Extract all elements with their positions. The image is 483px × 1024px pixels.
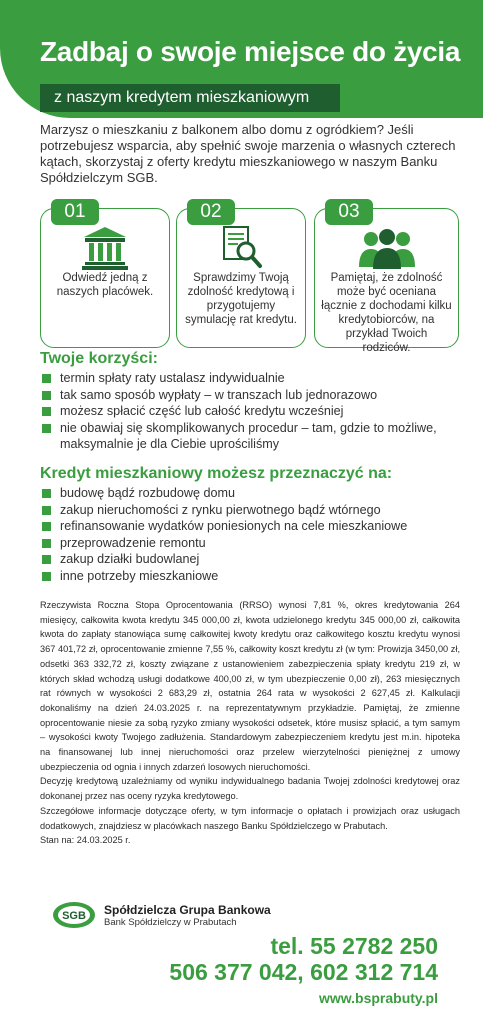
bullet-square-icon [42,522,51,531]
people-group-icon [315,225,458,271]
step-card-2 [176,201,306,348]
list-item: zakup działki budowlanej [40,551,470,568]
step-number: 03 [325,199,373,225]
list-item: tak samo sposób wypłaty – w transzach lub jednorazowo [40,387,470,404]
list-item: możesz spłacić część lub całość kredytu wcześniej [40,403,470,420]
legal-paragraph: Decyzję kredytową uzależniamy od wyniku indywidualnego badania Twojej zdolności kredytowej oraz dokonanej przez nas oceny ryzyka kredytowego. [40,776,460,802]
list-item: inne potrzeby mieszkaniowe [40,568,470,585]
document-magnifier-icon [177,225,305,271]
intro-paragraph: Marzysz o mieszkaniu z balkonem albo domu z ogródkiem? Jeśli potrzebujesz wsparcia, aby spełnić swoje marzenia o własnych czterech kątach, skorzystaj z oferty kredytu mieszkaniowego w naszym Banku Spółdzielczym SGB. [40,122,456,185]
bullet-square-icon [42,407,51,416]
website-link[interactable]: www.bsprabuty.pl [318,990,438,1006]
benefits-title: Twoje korzyści: [40,350,158,367]
purposes-list [40,485,470,584]
step-text: Pamiętaj, że zdolność może być oceniana łącznie z dochodami kilku kredytobiorców, na przykład Twoich rodziców. [321,272,452,354]
legal-paragraph: Stan na: 24.03.2025 r. [40,835,131,846]
legal-paragraph: Rzeczywista Roczna Stopa Oprocentowania (RRSO) wynosi 7,81 %, okres kredytowania 264 miesięcy, całkowita kwota kredytu 345 000,00 zł, kwota udzielonego kredytu 345 000,00 zł, całkowita kwota do zapłaty stanowiąca sumę całkowitej kwoty kredytu oraz całkowitego kosztu kredytu wynosi 367 401,72 zł, oprocentowanie zmienne 7,55 %, całkowity koszt kredytu zł (w tym: Prowizja 3450,00 zł, odsetki 363 332,72 zł, koszty związane z ustanowieniem zabezpieczenia spłaty kredytu 219 zł, w których skład wchodzą usługi dodatkowe 400,00 zł, w tym ubezpieczenie 0,00 zł), 263 miesięcznych rat równych w wysokości 2 683,29 zł, ostatnia 264 rata w wysokości 2 627,45 zł. Kalkulacji dokonaliśmy na dzień 24.03.2025 r. na reprezentatywnym przykładzie. Pamiętaj, że zmienne oprocentowanie niesie za sobą ryzyko zmiany wysokości odsetek, które musisz spłacić, a tym samym – wysokości kwoty Twojego zadłużenia. Standardowym zabezpieczeniem kredytu jest m.in. hipoteka na finansowanej lub innej nieruchomości oraz przelew wierzytelności pieniężnej z umowy ubezpieczenia od ognia i innych zdarzeń losowych nieruchomości. [40,600,460,772]
benefits-list [40,370,470,453]
bullet-square-icon [42,489,51,498]
subtitle: z naszym kredytem mieszkaniowym [54,89,310,106]
purposes-title: Kredyt mieszkaniowy możesz przeznaczyć na: [40,465,393,482]
page-title: Zadbaj o swoje miejsce do życia [40,36,461,67]
legal-disclaimer [40,598,460,848]
phone-line-1: tel. 55 2782 250 [270,933,438,959]
step-number: 02 [187,199,235,225]
legal-paragraph: Szczegółowe informacje dotyczące oferty, w tym informacje o opłatach i prowizjach oraz usługach dodatkowych, znajdziesz w placówkach naszego Banku Spółdzielczego w Prabutach. [40,805,460,831]
bullet-square-icon [42,555,51,564]
step-text: Odwiedź jedną z naszych placówek. [56,272,154,298]
header-banner [0,0,483,118]
bullet-square-icon [42,572,51,581]
sgb-logo [52,900,271,930]
list-item: nie obawiaj się skomplikowanych procedur – tam, gdzie to możliwe, maksymalnie je dla Ciebie uprościliśmy [40,420,470,453]
step-card-3 [314,201,459,354]
bullet-square-icon [42,539,51,548]
bank-building-icon [41,225,169,271]
bullet-square-icon [42,391,51,400]
phone-line-2: 506 377 042, 602 312 714 [169,959,438,985]
subtitle-box [40,84,340,112]
logo-name: Spółdzielcza Grupa Bankowa [104,902,271,917]
sgb-logo-icon [52,900,96,930]
bullet-square-icon [42,374,51,383]
logo-branch: Bank Spółdzielczy w Prabutach [104,916,237,928]
bullet-square-icon [42,424,51,433]
bullet-square-icon [42,506,51,515]
step-text: Sprawdzimy Twoją zdolność kredytową i przygotujemy symulację rat kredytu. [185,272,297,326]
list-item: termin spłaty raty ustalasz indywidualnie [40,370,470,387]
step-card-1 [40,201,170,348]
list-item: zakup nieruchomości z rynku pierwotnego bądź wtórnego [40,502,470,519]
logo-mark: SGB [62,910,86,922]
step-number: 01 [51,199,99,225]
list-item: refinansowanie wydatków poniesionych na cele mieszkaniowe [40,518,470,535]
list-item: przeprowadzenie remontu [40,535,470,552]
list-item: budowę bądź rozbudowę domu [40,485,470,502]
